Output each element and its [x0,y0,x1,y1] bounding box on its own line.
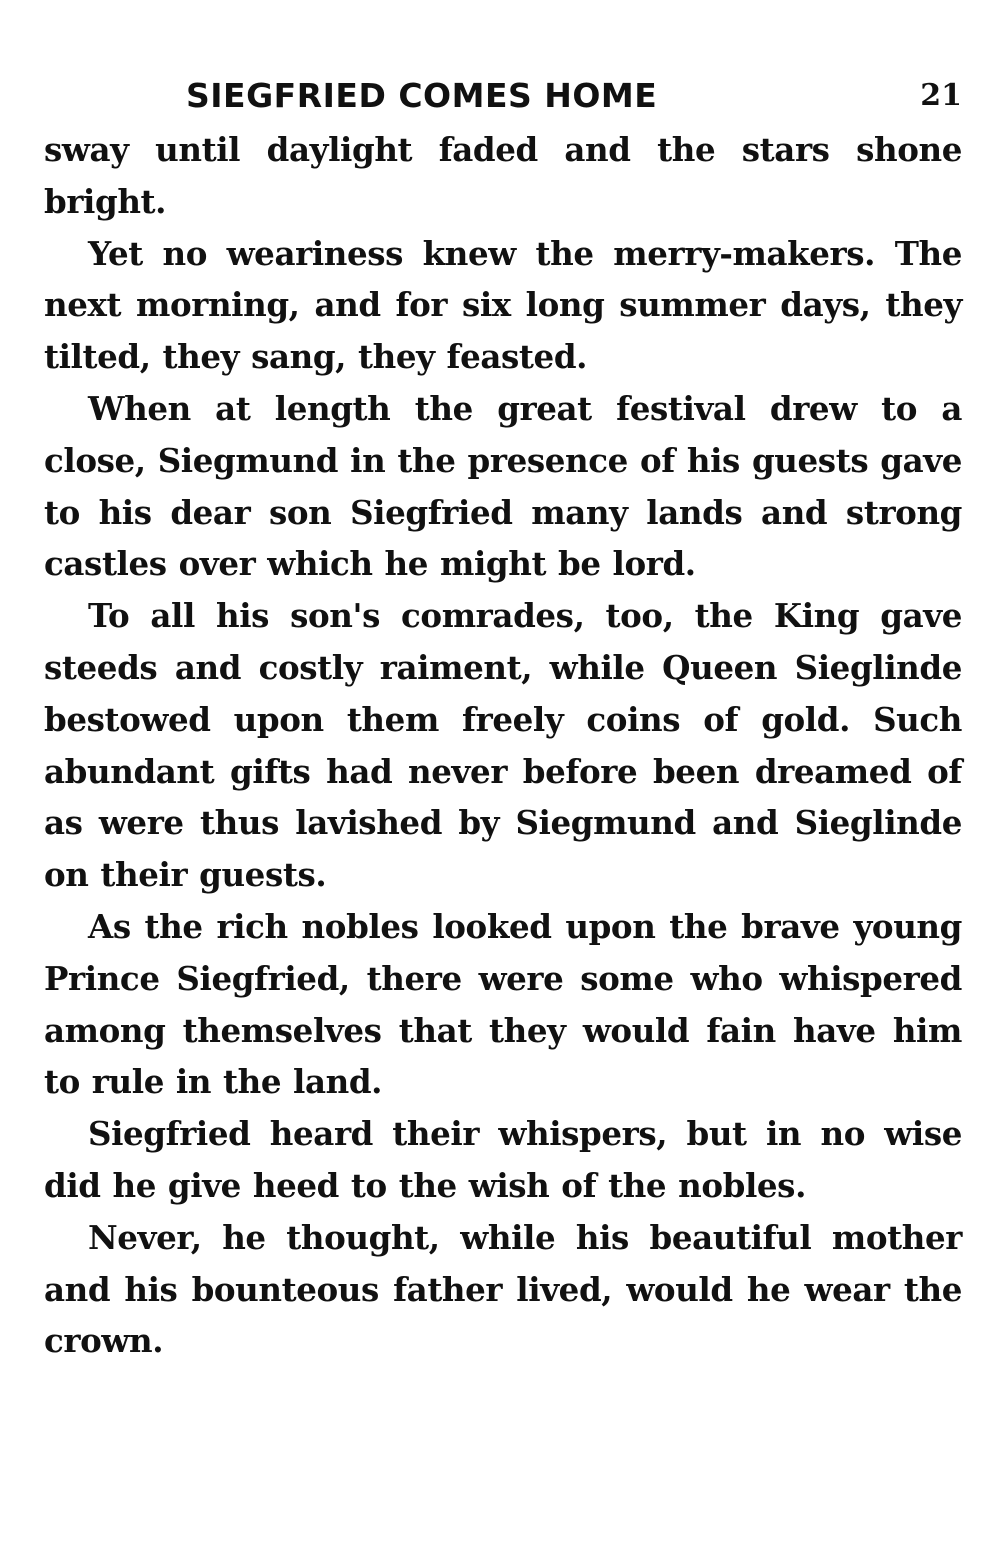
paragraph-1: sway until daylight faded and the stars shone bright. [44,130,962,221]
paragraph-5: As the rich nobles looked upon the brave young Prince Siegfried, there were some who whispered among themselves that they would fain have him to rule in the land. [44,906,962,1102]
page-number: 21 [920,78,962,113]
paragraph-3: When at length the great festival drew to a close, Siegmund in the presence of his guests gave to his dear son Siegfried many lands and strong castles over which he might be lord. [44,388,962,584]
running-head [44,72,962,124]
paragraph-2: Yet no weariness knew the merry-makers. The next morning, and for six long summer days, they tilted, they sang, they feasted. [44,233,962,377]
paragraph-7: Never, he thought, while his beautiful mother and his bounteous father lived, would he wear the crown. [44,1217,962,1361]
paragraph-4: To all his son's comrades, too, the King gave steeds and costly raiment, while Queen Sieglinde bestowed upon them freely coins of gold. Such abundant gifts had never before been dreamed of as were thus lavished by Siegmund and Sieglinde on their guests. [44,596,962,895]
body-text [44,124,962,1367]
paragraph-6: Siegfried heard their whispers, but in no wise did he give heed to the wish of the nobles. [44,1114,962,1205]
chapter-title: SIEGFRIED COMES HOME [186,76,658,115]
